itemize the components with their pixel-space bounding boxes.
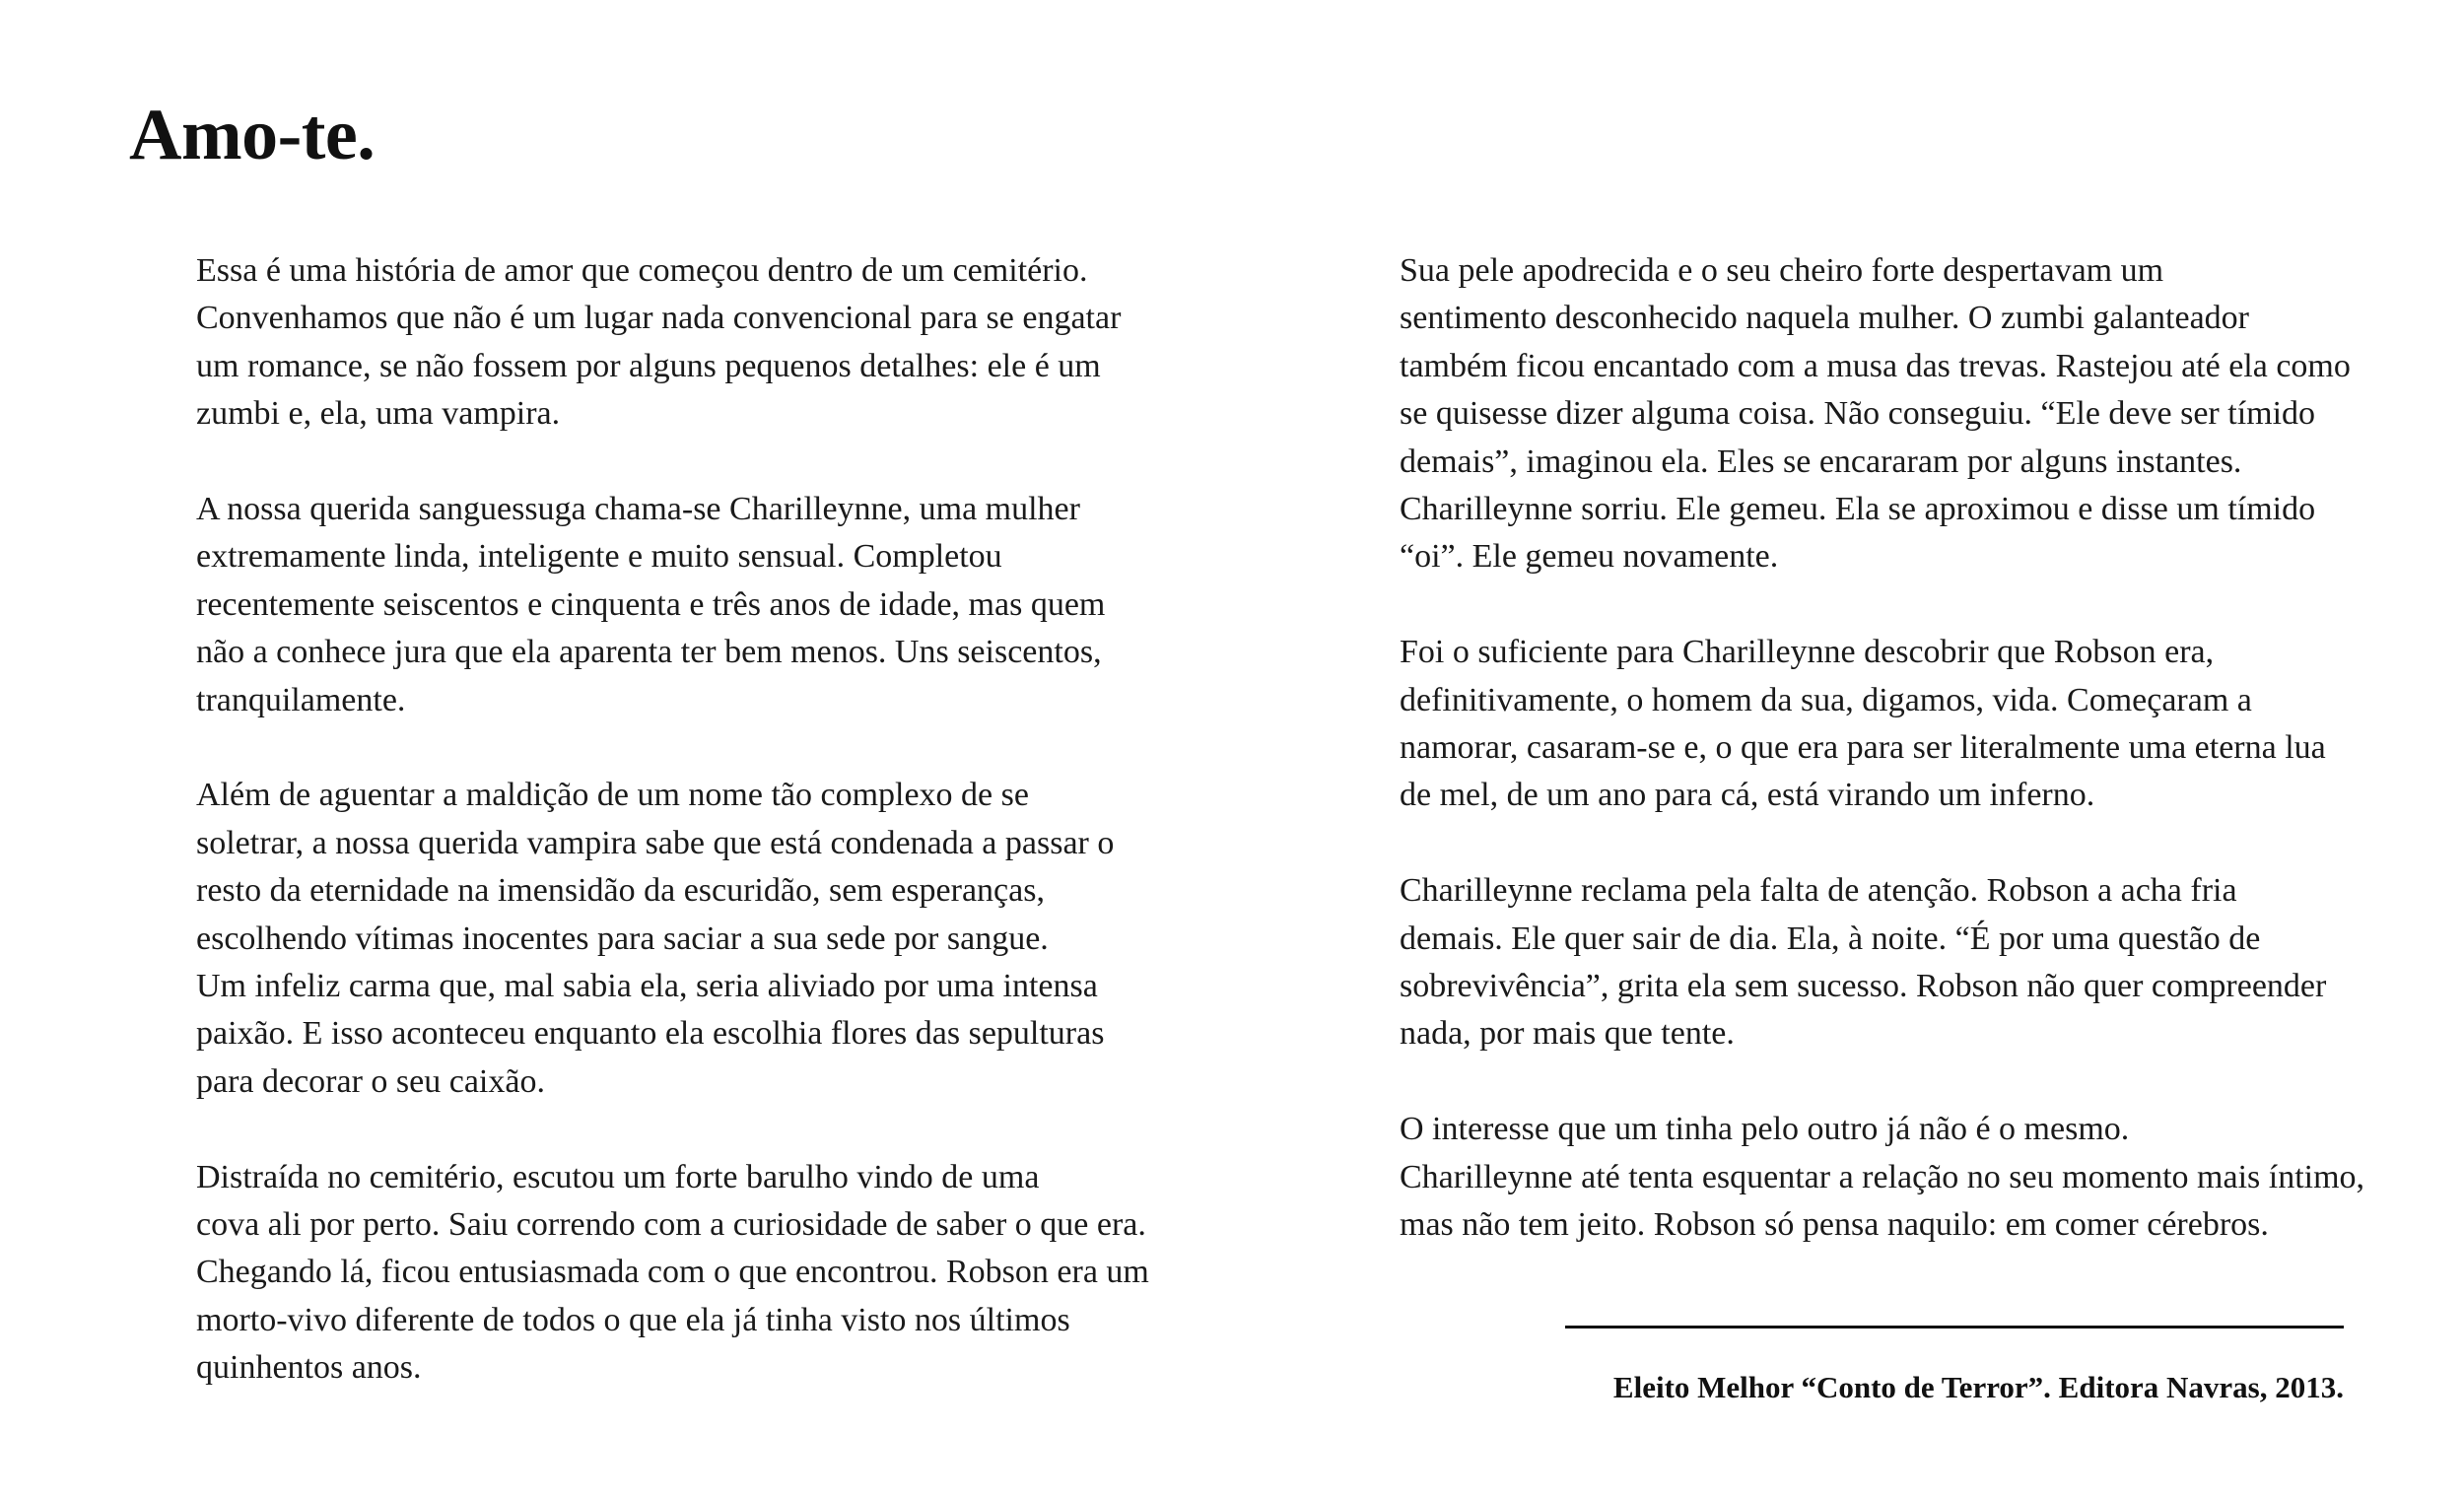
text-line: Além de aguentar a maldição de um nome tão complexo de se bbox=[196, 777, 1029, 814]
text-line: morto-vivo diferente de todos o que ela já tinha visto nos últimos bbox=[196, 1301, 1070, 1338]
text-line: O interesse que um tinha pelo outro já não é o mesmo. bbox=[1400, 1111, 2130, 1148]
text-line: paixão. E isso aconteceu enquanto ela escolhia flores das sepulturas bbox=[196, 1015, 1105, 1053]
text-line: Sua pele apodrecida e o seu cheiro forte despertavam um bbox=[1400, 252, 2164, 289]
paragraph-3 bbox=[129, 772, 1134, 1106]
text-line: “oi”. Ele gemeu novamente. bbox=[1400, 538, 1779, 576]
credit-line: Eleito Melhor “Conto de Terror”. Editora Navras, 2013. bbox=[1612, 1370, 2344, 1404]
text-line: se quisesse dizer alguma coisa. Não conseguiu. “Ele deve ser tímido bbox=[1400, 395, 2316, 433]
text-line: não a conhece jura que ela aparenta ter bem menos. Uns seiscentos, bbox=[196, 634, 1102, 671]
right-column bbox=[1333, 247, 2365, 1297]
paragraph-6 bbox=[1333, 629, 2348, 820]
paragraph-7 bbox=[1333, 867, 2348, 1058]
text-line: também ficou encantado com a musa das trevas. Rastejou até ela como bbox=[1400, 347, 2351, 384]
paragraph-5 bbox=[1333, 247, 2351, 581]
text-line: demais”, imaginou ela. Eles se encararam por alguns instantes. bbox=[1400, 443, 2242, 480]
story-title: Amo-te. bbox=[129, 95, 376, 175]
text-line: Charilleynne até tenta esquentar a relação no seu momento mais íntimo, bbox=[1400, 1158, 2365, 1195]
text-line: para decorar o seu caixão. bbox=[196, 1062, 545, 1100]
text-line: soletrar, a nossa querida vampira sabe que está condenada a passar o bbox=[196, 824, 1115, 861]
text-line: extremamente linda, inteligente e muito sensual. Completou bbox=[196, 538, 1002, 576]
text-line: namorar, casaram-se e, o que era para ser literalmente uma eterna lua bbox=[1400, 729, 2326, 767]
text-line: Um infeliz carma que, mal sabia ela, seria aliviado por uma intensa bbox=[196, 968, 1098, 1005]
text-line: tranquilamente. bbox=[196, 681, 406, 718]
text-line: nada, por mais que tente. bbox=[1400, 1015, 1735, 1053]
text-line: Charilleynne sorriu. Ele gemeu. Ela se aproximou e disse um tímido bbox=[1400, 491, 2316, 528]
text-line: resto da eternidade na imensidão da escuridão, sem esperanças, bbox=[196, 872, 1045, 910]
text-line: A nossa querida sanguessuga chama-se Charilleynne, uma mulher bbox=[196, 491, 1080, 528]
text-line: Chegando lá, ficou entusiasmada com o que encontrou. Robson era um bbox=[196, 1254, 1149, 1291]
text-line: Distraída no cemitério, escutou um forte barulho vindo de uma bbox=[196, 1158, 1040, 1195]
left-column bbox=[129, 247, 1149, 1440]
text-line: um romance, se não fossem por alguns pequenos detalhes: ele é um bbox=[196, 347, 1101, 384]
paragraph-2 bbox=[129, 486, 1134, 724]
paragraph-8 bbox=[1333, 1106, 2365, 1249]
text-line: recentemente seiscentos e cinquenta e três anos de idade, mas quem bbox=[196, 585, 1106, 623]
paragraph-1 bbox=[129, 247, 1134, 439]
text-line: quinhentos anos. bbox=[196, 1349, 422, 1387]
text-line: Foi o suficiente para Charilleynne descobrir que Robson era, bbox=[1400, 634, 2215, 671]
text-line: zumbi e, ela, uma vampira. bbox=[196, 395, 561, 433]
text-line: definitivamente, o homem da sua, digamos, vida. Começaram a bbox=[1400, 681, 2252, 718]
text-line: demais. Ele quer sair de dia. Ela, à noite. “É por uma questão de bbox=[1400, 920, 2261, 957]
text-line: sobrevivência”, grita ela sem sucesso. Robson não quer compreender bbox=[1400, 968, 2327, 1005]
text-line: escolhendo vítimas inocentes para saciar a sua sede por sangue. bbox=[196, 920, 1049, 957]
text-line: cova ali por perto. Saiu correndo com a curiosidade de saber o que era. bbox=[196, 1206, 1146, 1244]
paragraph-4 bbox=[129, 1154, 1149, 1393]
text-line: mas não tem jeito. Robson só pensa naquilo: em comer cérebros. bbox=[1400, 1206, 2269, 1244]
text-line: Charilleynne reclama pela falta de atenção. Robson a acha fria bbox=[1400, 872, 2237, 910]
text-line: Convenhamos que não é um lugar nada convencional para se engatar bbox=[196, 300, 1122, 337]
text-line: sentimento desconhecido naquela mulher. O zumbi galanteador bbox=[1400, 300, 2250, 337]
credit-divider bbox=[1565, 1326, 2344, 1329]
text-line: de mel, de um ano para cá, está virando um inferno. bbox=[1400, 777, 2095, 814]
text-line: Essa é uma história de amor que começou dentro de um cemitério. bbox=[196, 252, 1088, 289]
